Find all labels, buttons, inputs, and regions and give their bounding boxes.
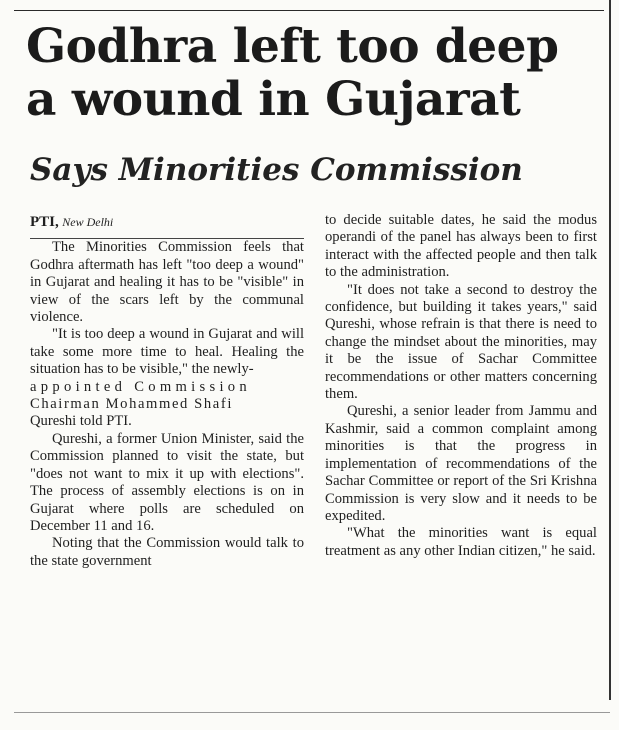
paragraph: "It does not take a second to destroy the confidence, but building it takes years," said Qureshi, whose refrain is that there is need to change the mindset about the minorities, may it be the issue of Sachar Committee recommendations or other matters concerning them. <box>325 281 597 403</box>
dateline-city: New Delhi <box>62 215 114 229</box>
paragraph: Qureshi, a former Union Minister, said the Commission planned to visit the state, but "does not want to mix it up with elections". The process of assembly elections is on in Gujarat where polls are scheduled on December 11 and 16. <box>30 430 304 534</box>
article-column-right <box>325 212 597 560</box>
headline-line-1: Godhra left too deep <box>26 19 559 74</box>
paragraph-line: Qureshi told PTI. <box>30 413 132 430</box>
paragraph: Noting that the Commission would talk to the state government <box>30 535 304 569</box>
right-column-rule <box>609 0 611 700</box>
headline <box>26 20 606 126</box>
paragraph: The Minorities Commission feels that Godhra aftermath has left "too deep a wound" in Gujarat and healing it has to be "visible" in view of the scars left by the communal violence. <box>30 239 304 326</box>
headline-line-2: a wound in Gujarat <box>26 72 521 127</box>
dateline <box>30 214 304 239</box>
agency-credit: PTI, <box>30 214 59 230</box>
paragraph: Qureshi, a senior leader from Jammu and Kashmir, said a common complaint among minorities is that the progress in implementation of recommendations of the Sachar Committee or report of the Sri Krishna Commission is very slow and it needs to be expedited. <box>325 403 597 524</box>
paragraph: "What the minorities want is equal treatment as any other Indian citizen," he said. <box>325 525 597 559</box>
paragraph: "It is too deep a wound in Gujarat and will take some more time to heal. Healing the situation has to be visible," the newly- <box>30 326 304 378</box>
article-column-left <box>30 214 304 570</box>
top-border-rule <box>14 0 604 11</box>
bottom-edge <box>14 712 610 713</box>
subheadline: Says Minorities Commission <box>30 152 523 188</box>
paragraph-line: appointed Commission <box>30 378 251 395</box>
paragraph-line: Chairman Mohammed Shafi <box>30 396 233 413</box>
paragraph: to decide suitable dates, he said the modus operandi of the panel has always been to first interact with the affected people and then talk to the administration. <box>325 212 597 281</box>
